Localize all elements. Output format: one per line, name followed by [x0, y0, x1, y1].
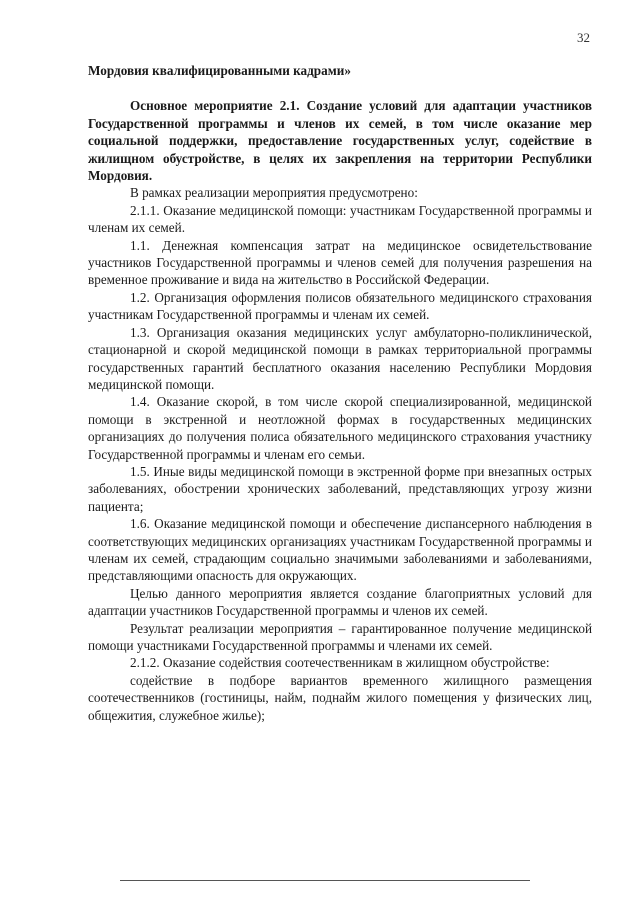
- document-body: [88, 62, 592, 724]
- paragraph-2-1-1: 2.1.1. Оказание медицинской помощи: участникам Государственной программы и членам их семей.: [88, 202, 592, 236]
- paragraph-1-6: 1.6. Оказание медицинской помощи и обеспечение диспансерного наблюдения в соответствующих медицинских организациях участникам Государственной программы и членам их семей, страдающим социально значимыми заболеваниями и заболеваниями, представляющими опасность для окружающих.: [88, 516, 592, 584]
- paragraph-1-3: 1.3. Организация оказания медицинских услуг амбулаторно-поликлинической, стационарной и скорой медицинской помощи в рамках территориальной программы государственных гарантий бесплатного оказания населению Республики Мордовия медицинской помощи.: [88, 324, 592, 392]
- section-heading: Основное мероприятие 2.1. Создание условий для адаптации участников Государственной программы и членов их семей, в том числе оказание мер социальной поддержки, предоставление государственных услуг, содействие в жилищном обустройстве, в целях их закрепления на территории Республики Мордовия.: [88, 98, 592, 184]
- paragraph-1-5: 1.5. Иные виды медицинской помощи в экстренной форме при внезапных острых заболеваниях, обострении хронических заболеваний, представляющих угрозу жизни пациента;: [88, 463, 592, 514]
- continuation-heading: Мордовия квалифицированными кадрами»: [88, 63, 351, 78]
- paragraph-intro: В рамках реализации мероприятия предусмотрено:: [130, 185, 418, 201]
- paragraph-goal: Целью данного мероприятия является создание благоприятных условий для адаптации участников Государственной программы и членов их семей.: [88, 585, 592, 619]
- paragraph-1-1: 1.1. Денежная компенсация затрат на медицинское освидетельствование участников Государственной программы и членов семей для получения разрешения на временное проживание и вида на жительство в Российской Федерации.: [88, 237, 592, 288]
- paragraph-housing-assistance: содействие в подборе вариантов временного жилищного размещения соотечественников (гостиницы, найм, поднайм жилого помещения у физических лиц, общежития, служебное жилье);: [88, 672, 592, 723]
- paragraph-1-4: 1.4. Оказание скорой, в том числе скорой специализированной, медицинской помощи в экстренной и неотложной формах в государственных медицинских организациях до получения полиса обязательного медицинского страхования участнику Государственной программы и членам его семьи.: [88, 394, 592, 462]
- page-number: 32: [577, 30, 590, 45]
- paragraph-result: Результат реализации мероприятия – гарантированное получение медицинской помощи участниками Государственной программы и членами их семей.: [88, 620, 592, 653]
- footer-divider: [120, 880, 530, 881]
- paragraph-2-1-2: 2.1.2. Оказание содействия соотечественникам в жилищном обустройстве:: [130, 655, 550, 671]
- paragraph-1-2: 1.2. Организация оформления полисов обязательного медицинского страхования участникам Государственной программы и членам их семей.: [88, 289, 592, 323]
